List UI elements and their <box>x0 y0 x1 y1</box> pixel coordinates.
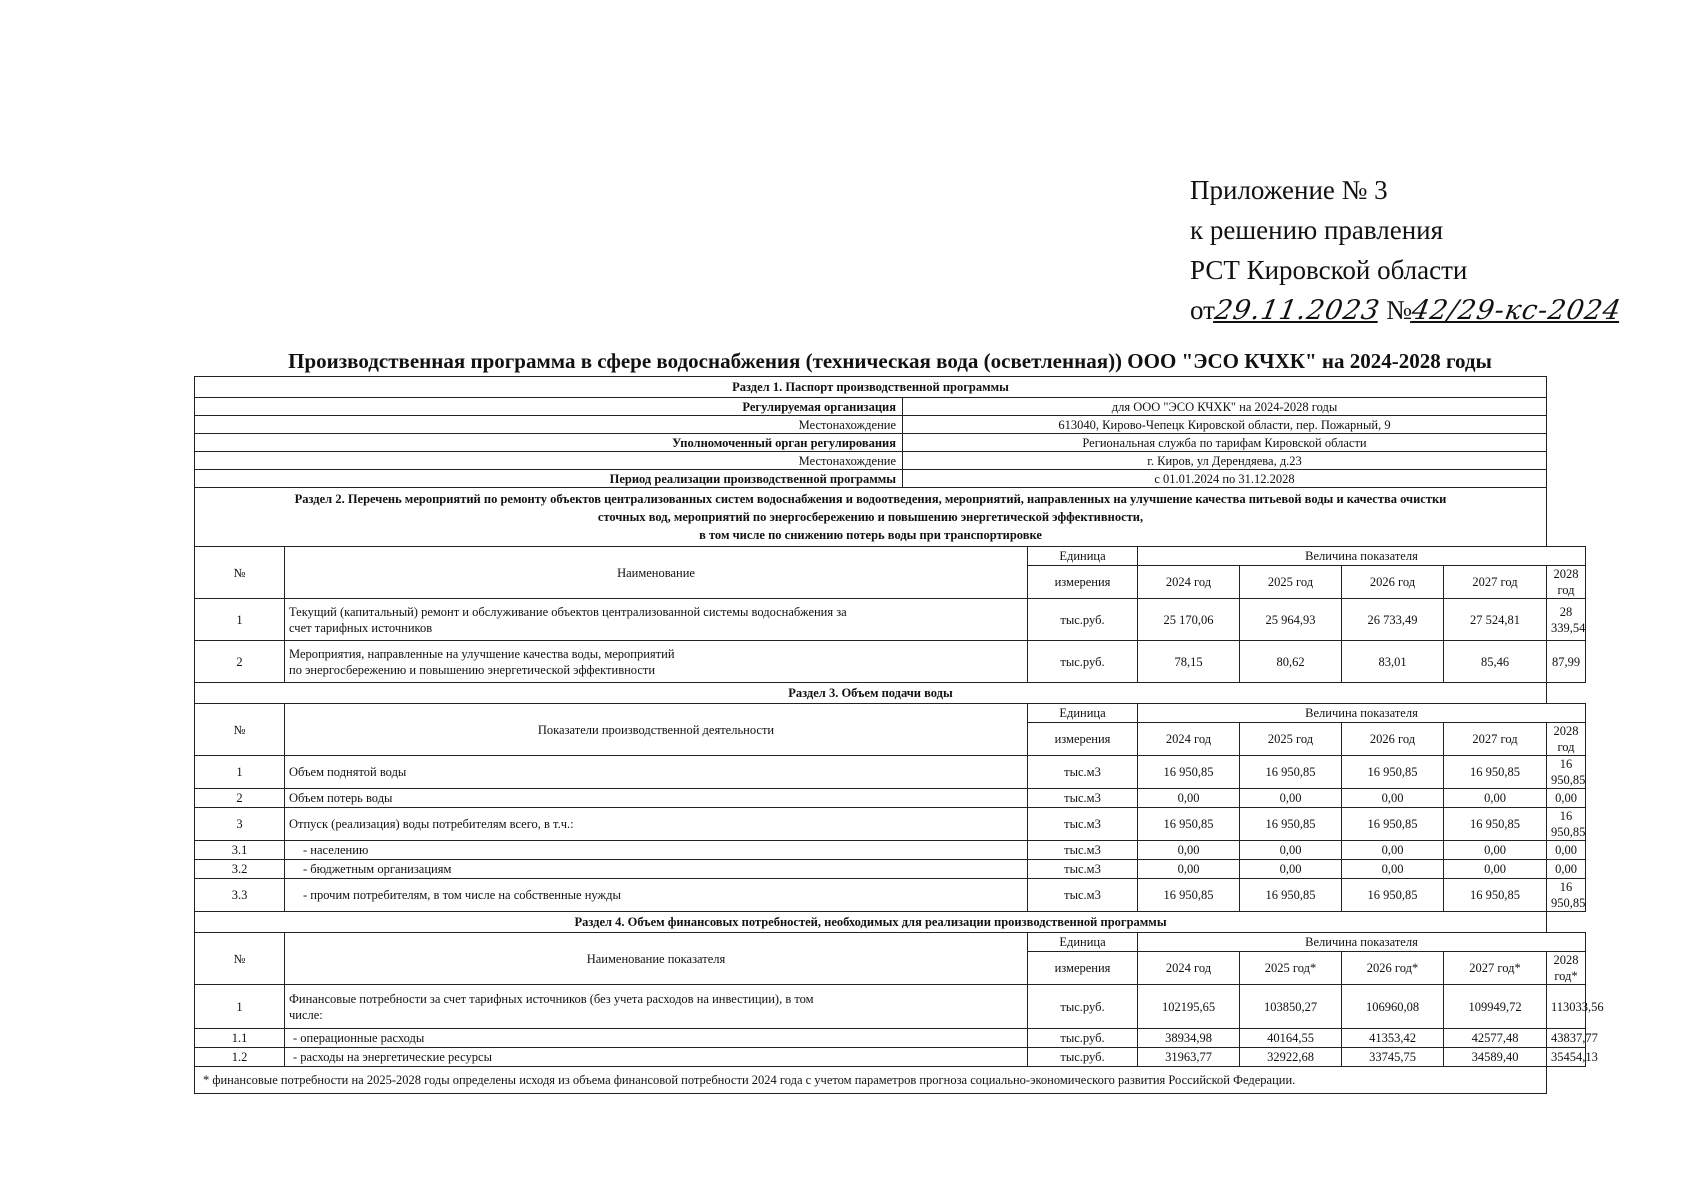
handwritten-date: 29.11.2023 <box>1212 295 1383 326</box>
passport-row <box>195 470 1586 488</box>
section3-title: Раздел 3. Объем подачи воды <box>195 683 1547 704</box>
row-num: 1.1 <box>195 1029 285 1048</box>
section2-title-line-3: в том числе по снижению потерь воды при транспортировке <box>699 528 1042 542</box>
row-value: 0,00 <box>1240 860 1342 879</box>
passport-row <box>195 398 1586 416</box>
year-header: 2025 год* <box>1240 952 1342 985</box>
passport-value: для ООО "ЭСО КЧХК" на 2024-2028 годы <box>903 398 1547 416</box>
row-value: 78,15 <box>1138 641 1240 683</box>
approval-block <box>1190 170 1624 331</box>
row-value: 34589,40 <box>1444 1048 1547 1067</box>
document-title: Производственная программа в сфере водоснабжения (техническая вода (осветленная)) ООО "ЭСО КЧХК" на 2024-2028 годы <box>288 349 1492 373</box>
col-unit-header-line-2: измерения <box>1028 952 1138 985</box>
row-value: 16 950,85 <box>1138 808 1240 841</box>
row-value: 35454,13 <box>1547 1048 1586 1067</box>
row-value: 103850,27 <box>1240 985 1342 1029</box>
col-unit-header-line-1: Единица <box>1028 704 1138 723</box>
row-value: 85,46 <box>1444 641 1547 683</box>
passport-value: с 01.01.2024 по 31.12.2028 <box>903 470 1547 488</box>
row-value: 16 950,85 <box>1240 756 1342 789</box>
col-name-header: Наименование <box>285 547 1028 599</box>
number-prefix: № <box>1386 295 1413 325</box>
row-value: 16 950,85 <box>1240 879 1342 912</box>
year-header: 2025 год <box>1240 723 1342 756</box>
row-value: 16 950,85 <box>1547 756 1586 789</box>
row-num: 2 <box>195 789 285 808</box>
row-value: 16 950,85 <box>1138 879 1240 912</box>
row-unit: тыс.м3 <box>1028 860 1138 879</box>
row-value: 0,00 <box>1342 841 1444 860</box>
col-value-header: Величина показателя <box>1138 547 1586 566</box>
table-row <box>195 599 1586 641</box>
row-name <box>285 599 1028 641</box>
row-value: 40164,55 <box>1240 1029 1342 1048</box>
passport-key: Период реализации производственной программы <box>195 470 903 488</box>
year-header: 2024 год <box>1138 952 1240 985</box>
row-value: 16 950,85 <box>1138 756 1240 789</box>
row-value: 31963,77 <box>1138 1048 1240 1067</box>
year-header: 2027 год* <box>1444 952 1547 985</box>
row-unit: тыс.м3 <box>1028 841 1138 860</box>
row-name: Отпуск (реализация) воды потребителям всего, в т.ч.: <box>285 808 1028 841</box>
handwritten-number: 42/29-кс-2024 <box>1409 295 1624 326</box>
row-value: 16 950,85 <box>1240 808 1342 841</box>
row-value: 0,00 <box>1138 789 1240 808</box>
row-value: 16 950,85 <box>1547 879 1586 912</box>
row-num: 1 <box>195 985 285 1029</box>
row-value: 0,00 <box>1240 841 1342 860</box>
row-value: 16 950,85 <box>1342 808 1444 841</box>
row-unit: тыс.руб. <box>1028 1048 1138 1067</box>
passport-key: Уполномоченный орган регулирования <box>195 434 903 452</box>
row-value: 33745,75 <box>1342 1048 1444 1067</box>
row-num: 1.2 <box>195 1048 285 1067</box>
col-unit-header-line-1: Единица <box>1028 933 1138 952</box>
row-value: 25 964,93 <box>1240 599 1342 641</box>
row-value: 87,99 <box>1547 641 1586 683</box>
table-row <box>195 860 1586 879</box>
passport-value: г. Киров, ул Дерендяева, д.23 <box>903 452 1547 470</box>
row-name: - операционные расходы <box>285 1029 1028 1048</box>
row-num: 3.1 <box>195 841 285 860</box>
row-value: 0,00 <box>1547 860 1586 879</box>
row-value: 106960,08 <box>1342 985 1444 1029</box>
from-prefix: от <box>1190 295 1215 325</box>
row-name-line-1: Мероприятия, направленные на улучшение качества воды, мероприятий <box>289 646 675 661</box>
row-unit: тыс.руб. <box>1028 599 1138 641</box>
table-row <box>195 841 1586 860</box>
row-name: - населению <box>285 841 1028 860</box>
row-unit: тыс.руб. <box>1028 985 1138 1029</box>
row-value: 16 950,85 <box>1342 879 1444 912</box>
row-value: 113033,56 <box>1547 985 1586 1029</box>
row-value: 0,00 <box>1240 789 1342 808</box>
row-value: 43837,77 <box>1547 1029 1586 1048</box>
row-value: 0,00 <box>1547 841 1586 860</box>
col-value-header: Величина показателя <box>1138 704 1586 723</box>
table-row <box>195 756 1586 789</box>
col-name-header: Показатели производственной деятельности <box>285 704 1028 756</box>
program-table <box>194 376 1604 1094</box>
row-value: 16 950,85 <box>1444 808 1547 841</box>
row-name: - прочим потребителям, в том числе на собственные нужды <box>285 879 1028 912</box>
row-value: 0,00 <box>1444 860 1547 879</box>
year-header: 2027 год <box>1444 723 1547 756</box>
row-num: 3 <box>195 808 285 841</box>
year-header: 2026 год <box>1342 566 1444 599</box>
section2-title <box>195 488 1547 547</box>
year-header: 2025 год <box>1240 566 1342 599</box>
approval-line-1: Приложение № 3 <box>1190 175 1388 205</box>
passport-key: Местонахождение <box>195 416 903 434</box>
row-name-line-2: счет тарифных источников <box>289 620 433 635</box>
row-value: 16 950,85 <box>1444 756 1547 789</box>
row-value: 0,00 <box>1342 789 1444 808</box>
section1-title: Раздел 1. Паспорт производственной программы <box>195 377 1547 398</box>
row-value: 0,00 <box>1444 789 1547 808</box>
row-unit: тыс.руб. <box>1028 1029 1138 1048</box>
row-unit: тыс.руб. <box>1028 641 1138 683</box>
row-value: 83,01 <box>1342 641 1444 683</box>
row-value: 41353,42 <box>1342 1029 1444 1048</box>
col-num-header: № <box>195 547 285 599</box>
col-num-header: № <box>195 704 285 756</box>
col-name-header: Наименование показателя <box>285 933 1028 985</box>
row-name: Объем поднятой воды <box>285 756 1028 789</box>
row-name <box>285 985 1028 1029</box>
row-value: 0,00 <box>1138 841 1240 860</box>
row-name: - бюджетным организациям <box>285 860 1028 879</box>
row-unit: тыс.м3 <box>1028 879 1138 912</box>
row-value: 28 339,54 <box>1547 599 1586 641</box>
year-header: 2028 год <box>1547 566 1586 599</box>
row-num: 3.3 <box>195 879 285 912</box>
approval-line-3: РСТ Кировской области <box>1190 255 1468 285</box>
row-value: 26 733,49 <box>1342 599 1444 641</box>
table-row <box>195 985 1586 1029</box>
approval-line-2: к решению правления <box>1190 215 1444 245</box>
passport-key: Местонахождение <box>195 452 903 470</box>
row-value: 0,00 <box>1547 789 1586 808</box>
row-value: 42577,48 <box>1444 1029 1547 1048</box>
passport-row <box>195 452 1586 470</box>
row-name-line-2: по энергосбережению и повышению энергетической эффективности <box>289 662 656 677</box>
row-value: 38934,98 <box>1138 1029 1240 1048</box>
row-value: 102195,65 <box>1138 985 1240 1029</box>
row-value: 16 950,85 <box>1547 808 1586 841</box>
row-num: 2 <box>195 641 285 683</box>
col-unit-header-line-2: измерения <box>1028 566 1138 599</box>
row-name-line-1: Финансовые потребности за счет тарифных источников (без учета расходов на инвестиции), в том <box>289 991 814 1006</box>
table-row <box>195 1029 1586 1048</box>
row-name: Объем потерь воды <box>285 789 1028 808</box>
row-unit: тыс.м3 <box>1028 789 1138 808</box>
passport-row <box>195 434 1586 452</box>
footnote: * финансовые потребности на 2025-2028 годы определены исходя из объема финансовой потребности 2024 года с учетом параметров прогноза социально-экономического развития Российской Федерации. <box>195 1067 1547 1094</box>
row-value: 0,00 <box>1342 860 1444 879</box>
passport-value: 613040, Кирово-Чепецк Кировской области, пер. Пожарный, 9 <box>903 416 1547 434</box>
row-value: 27 524,81 <box>1444 599 1547 641</box>
row-value: 25 170,06 <box>1138 599 1240 641</box>
approval-date-number <box>1190 290 1624 331</box>
row-name-line-1: Текущий (капитальный) ремонт и обслуживание объектов централизованной системы водоснабжения за <box>289 604 847 619</box>
passport-row <box>195 416 1586 434</box>
row-value: 16 950,85 <box>1444 879 1547 912</box>
passport-value: Региональная служба по тарифам Кировской области <box>903 434 1547 452</box>
section2-title-line-2: сточных вод, мероприятий по энергосбережению и повышению энергетической эффективности, <box>597 510 1144 524</box>
row-value: 16 950,85 <box>1342 756 1444 789</box>
row-value: 0,00 <box>1444 841 1547 860</box>
table-row <box>195 641 1586 683</box>
passport-key: Регулируемая организация <box>195 398 903 416</box>
row-unit: тыс.м3 <box>1028 808 1138 841</box>
row-name <box>285 641 1028 683</box>
row-num: 1 <box>195 756 285 789</box>
year-header: 2026 год* <box>1342 952 1444 985</box>
year-header: 2028 год <box>1547 723 1586 756</box>
year-header: 2027 год <box>1444 566 1547 599</box>
year-header: 2026 год <box>1342 723 1444 756</box>
year-header: 2024 год <box>1138 566 1240 599</box>
col-value-header: Величина показателя <box>1138 933 1586 952</box>
section2-title-line-1: Раздел 2. Перечень мероприятий по ремонту объектов централизованных систем водоснабжения и водоотведения, мероприятий, направленных на улучшение качества питьевой воды и качества очистки <box>294 492 1447 506</box>
row-num: 3.2 <box>195 860 285 879</box>
row-value: 80,62 <box>1240 641 1342 683</box>
col-unit-header-line-2: измерения <box>1028 723 1138 756</box>
table-row <box>195 808 1586 841</box>
row-value: 0,00 <box>1138 860 1240 879</box>
section4-title: Раздел 4. Объем финансовых потребностей, необходимых для реализации производственной программы <box>195 912 1547 933</box>
row-num: 1 <box>195 599 285 641</box>
row-name-line-2: числе: <box>289 1007 323 1022</box>
row-unit: тыс.м3 <box>1028 756 1138 789</box>
year-header: 2028 год* <box>1547 952 1586 985</box>
table-row <box>195 789 1586 808</box>
table-row <box>195 1048 1586 1067</box>
row-name: - расходы на энергетические ресурсы <box>285 1048 1028 1067</box>
col-unit-header-line-1: Единица <box>1028 547 1138 566</box>
col-num-header: № <box>195 933 285 985</box>
row-value: 109949,72 <box>1444 985 1547 1029</box>
year-header: 2024 год <box>1138 723 1240 756</box>
table-row <box>195 879 1586 912</box>
row-value: 32922,68 <box>1240 1048 1342 1067</box>
